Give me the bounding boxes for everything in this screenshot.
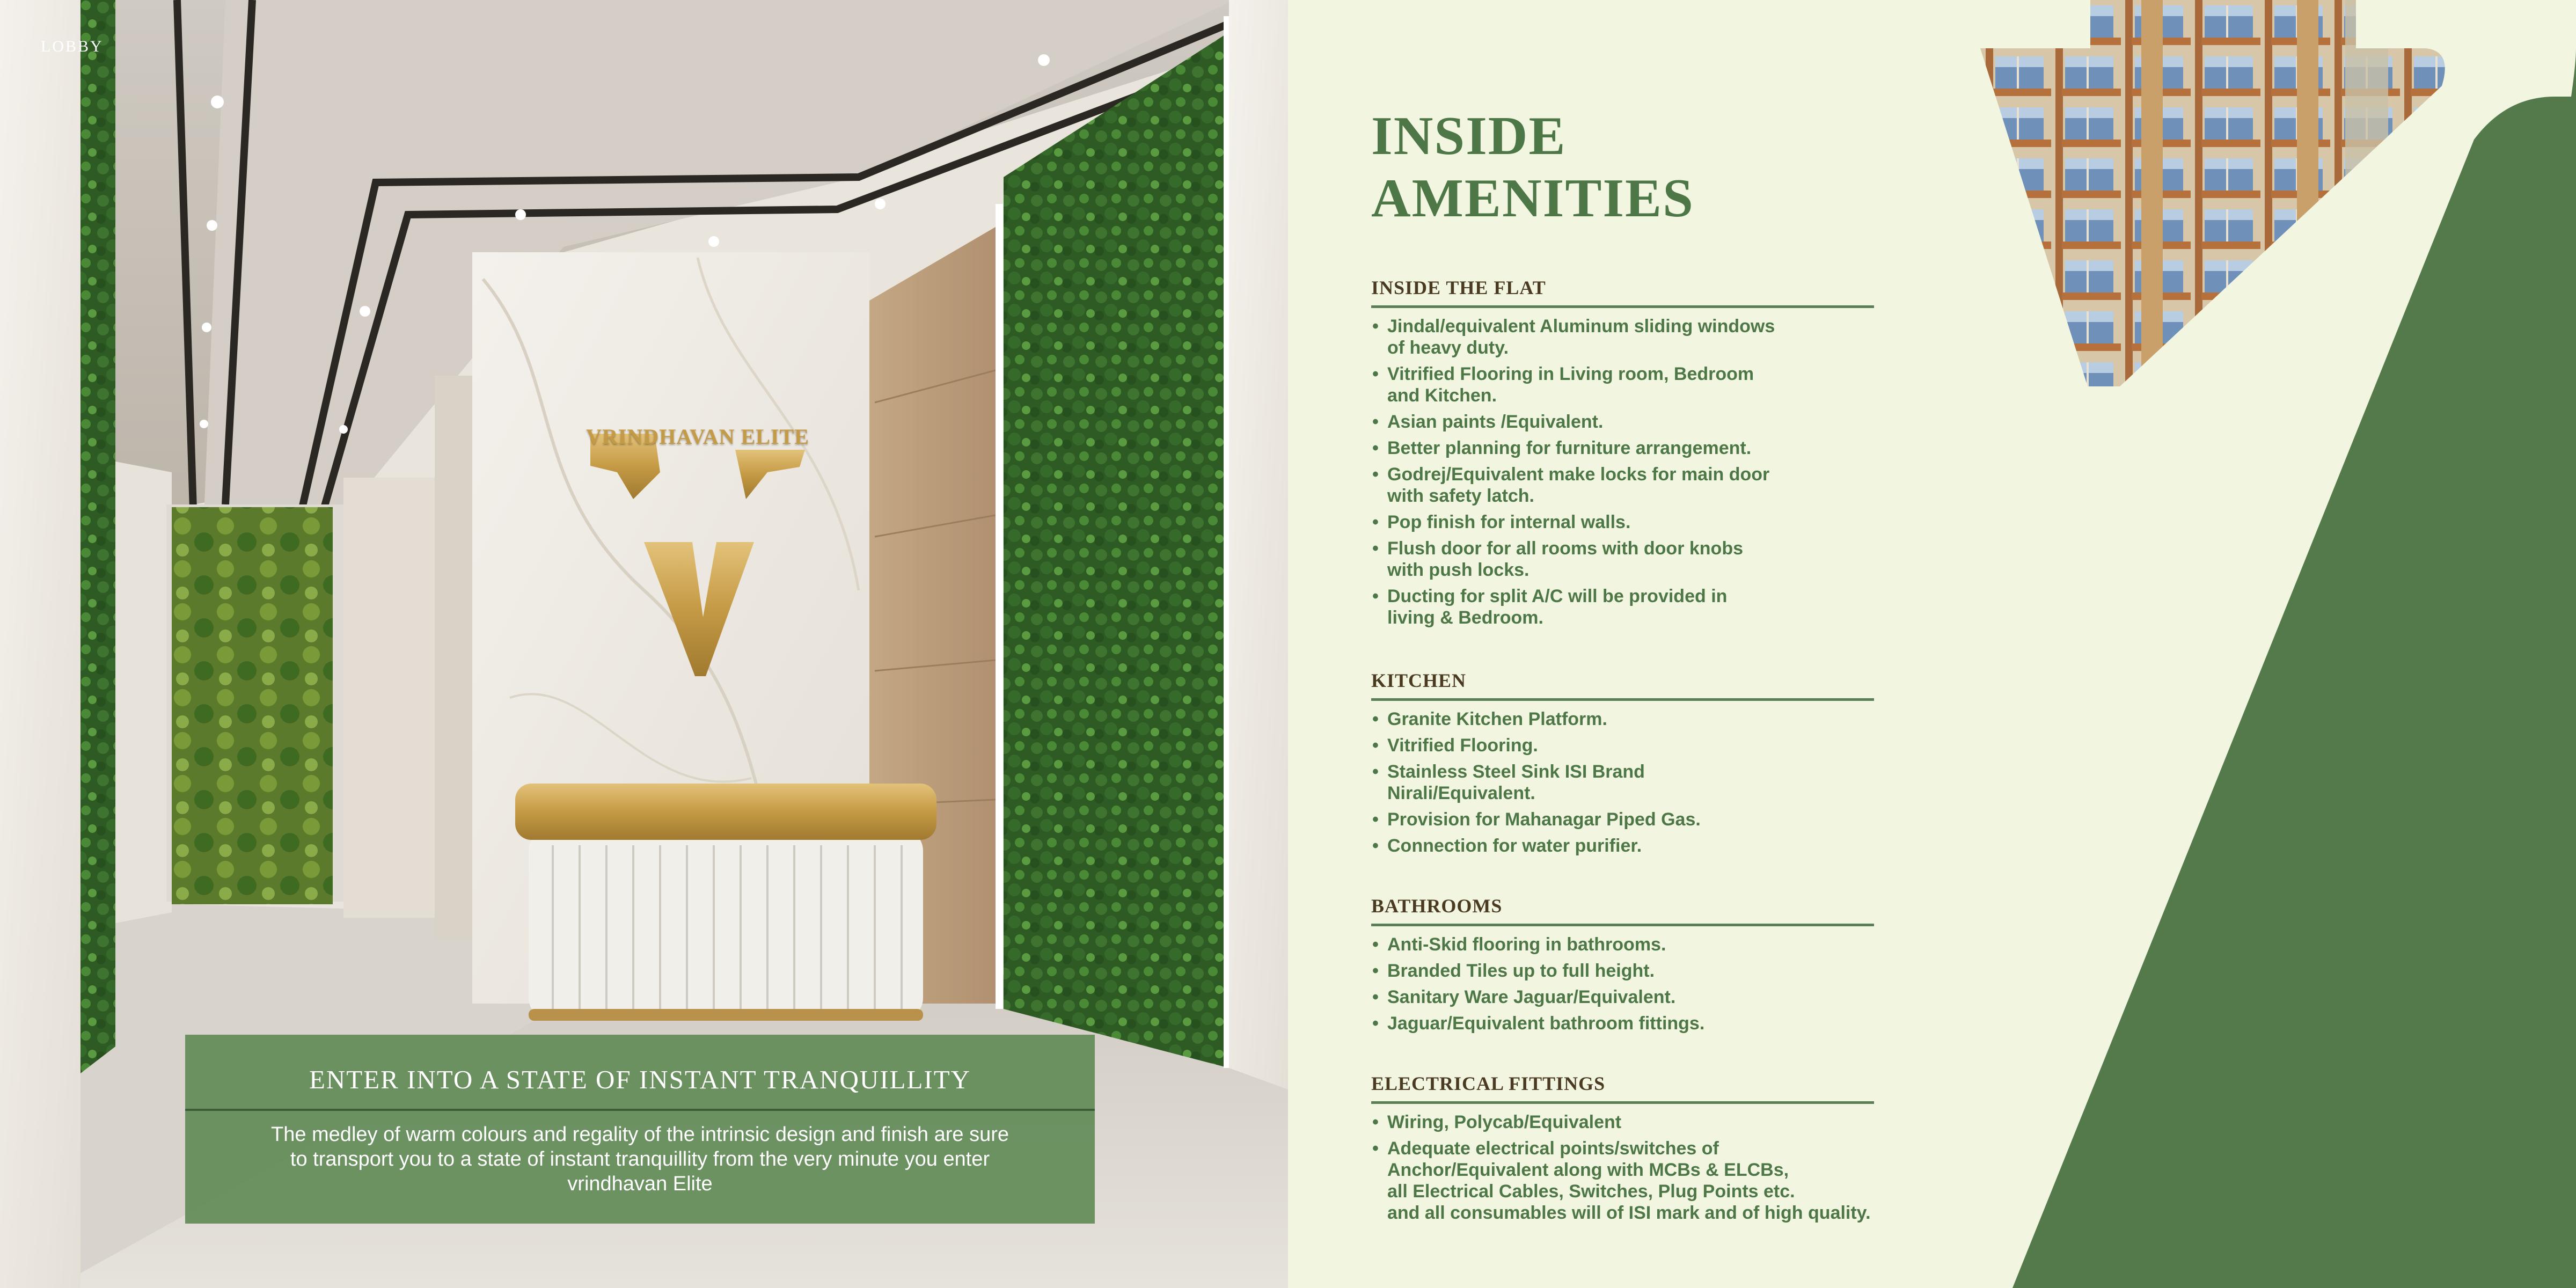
amenity-list [1371, 316, 2085, 628]
list-item: • Flush door for all rooms with door knobs with push locks. [1371, 538, 2085, 581]
list-item: • Better planning for furniture arrangement. [1371, 437, 2085, 459]
list-item: • Anti-Skid flooring in bathrooms. [1371, 934, 2085, 955]
list-item: • Jaguar/Equivalent bathroom fittings. [1371, 1013, 2085, 1034]
brand-sign-text: VRINDHAVAN ELITE [586, 425, 809, 449]
amenities-page [1288, 0, 2576, 1288]
page-heading [1371, 105, 1694, 230]
section-title: ELECTRICAL FITTINGS [1371, 1072, 1874, 1104]
amenity-list [1371, 708, 2085, 857]
section-kitchen [1371, 669, 2085, 861]
caption-title: ENTER INTO A STATE OF INSTANT TRANQUILLITY [309, 1065, 971, 1094]
list-item: • Jindal/equivalent Aluminum sliding windows of heavy duty. [1371, 316, 2085, 358]
amenity-list [1371, 934, 2085, 1034]
heading-line-1: INSIDE [1371, 106, 1567, 166]
list-item: • Adequate electrical points/switches of Anchor/Equivalent along with MCBs & ELCBs, all Electrical Cables, Switches, Plug Points etc. and all consumables will of ISI mark and of high quality. [1371, 1138, 2085, 1224]
section-electrical-fittings [1371, 1072, 2085, 1228]
list-item: • Wiring, Polycab/Equivalent [1371, 1111, 2085, 1133]
caption-body: The medley of warm colours and regality of the intrinsic design and finish are sure to transport you to a state of instant tranquillity from the very minute you enter vrindhavan Elite [270, 1123, 1009, 1195]
list-item: • Pop finish for internal walls. [1371, 511, 2085, 533]
caption-box [185, 1035, 1095, 1224]
section-title: KITCHEN [1371, 669, 1874, 701]
list-item: • Sanitary Ware Jaguar/Equivalent. [1371, 986, 2085, 1008]
page-label: LOBBY [41, 38, 104, 55]
list-item: • Connection for water purifier. [1371, 835, 2085, 857]
heading-line-2: AMENITIES [1371, 168, 1694, 229]
list-item: • Vitrified Flooring. [1371, 735, 2085, 756]
section-title: INSIDE THE FLAT [1371, 276, 1874, 308]
list-item: • Branded Tiles up to full height. [1371, 960, 2085, 982]
caption-divider [185, 1109, 1095, 1111]
section-bathrooms [1371, 895, 2085, 1039]
list-item: • Asian paints /Equivalent. [1371, 411, 2085, 433]
section-inside-the-flat [1371, 276, 2085, 633]
list-item: • Ducting for split A/C will be provided in living & Bedroom. [1371, 586, 2085, 628]
section-title: BATHROOMS [1371, 895, 1874, 926]
list-item: • Provision for Mahanagar Piped Gas. [1371, 809, 2085, 830]
list-item: • Godrej/Equivalent make locks for main door with safety latch. [1371, 464, 2085, 507]
list-item: • Granite Kitchen Platform. [1371, 708, 2085, 730]
amenity-list [1371, 1111, 2085, 1224]
list-item: • Vitrified Flooring in Living room, Bedroom and Kitchen. [1371, 363, 2085, 406]
list-item: • Stainless Steel Sink ISI Brand Nirali/Equivalent. [1371, 761, 2085, 804]
